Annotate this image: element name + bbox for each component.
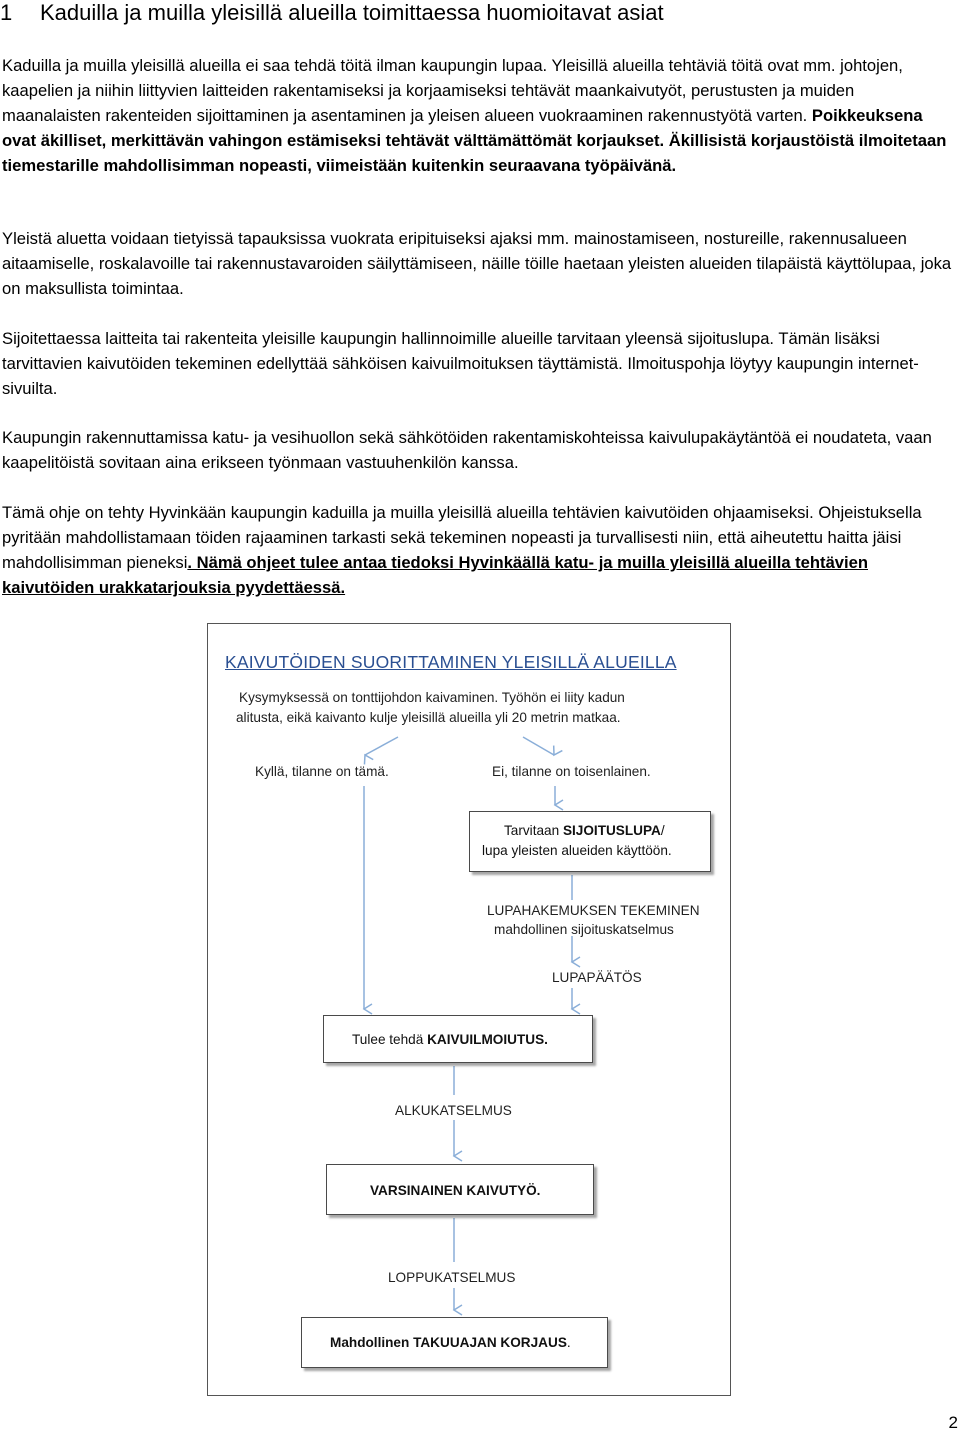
placement-text: Sijoitettaessa laitteita tai rakenteita yleisille kaupungin hallinnoimille alueille tarvitaan yleensä sijoituslupa. Tämän lisäksi tarvittavien kaivutöiden tekeminen edellyttää sähköisen kaivuilmoituksen täyttämistä. Ilmoituspohja löytyy kaupungin internet-sivuilta.	[2, 329, 919, 398]
paragraph-city-projects	[2, 425, 956, 475]
permit-box-suffix: /	[660, 823, 665, 838]
section-heading	[0, 0, 664, 26]
intro-line-1: Kysymyksessä on tonttijohdon kaivaminen. Työhön ei liity kadun	[239, 690, 625, 705]
work-box-text: VARSINAINEN KAIVUTYÖ.	[370, 1183, 541, 1198]
exception-text: Poikkeuksena ovat äkilliset, merkittävän vahingon estämiseksi tehtävät välttämättömät korjaukset. Äkillisistä korjaustöistä ilmoitetaan tiemestarille mahdollisimman nopeasti, viimeistään kuitenkin seuraavana työpäivänä.	[2, 106, 947, 175]
notice-box-bold: KAIVUILMOIUTUS.	[427, 1032, 548, 1047]
purpose-underlined-text: . Nämä ohjeet tulee antaa tiedoksi Hyvinkäällä katu- ja muilla yleisillä alueilla tehtävien kaivutöiden urakkatarjouksia pyydettäessä.	[2, 553, 869, 597]
notice-box	[323, 1015, 593, 1063]
work-box	[326, 1164, 594, 1215]
answer-yes: Kyllä, tilanne on tämä.	[255, 764, 389, 779]
notice-box-text	[352, 1030, 548, 1049]
paragraph-rental	[2, 226, 956, 301]
permits-text: Kaduilla ja muilla yleisillä alueilla ei saa tehdä töitä ilman kaupungin lupaa. Yleisillä alueilla tehtäviä töitä ovat mm. johtojen, kaapelien ja niihin liittyvien laitteiden rakentamiseksi ja korjaamiseksi tehtävät maankaivutyöt, perustusten ja muiden maanalaisten rakenteiden sijoittaminen ja asentaminen ja yleisen alueen vuokraaminen rakennustyötä varten.	[2, 56, 903, 125]
arrow-to-yes	[365, 737, 398, 755]
rental-text: Yleistä aluetta voidaan tietyissä tapauksissa vuokrata eripituiseksi ajaksi mm. mainostamiseen, nostureille, rakennusalueen aitaamiselle, roskalavoille tai rakennustavaroiden säilyttämiseen, näille töille haetaan yleisten alueiden tilapäistä käyttölupaa, joka on maksullista toimintaa.	[2, 229, 952, 298]
application-line-1: LUPAHAKEMUKSEN TEKEMINEN	[487, 903, 700, 918]
flowchart-figure	[207, 623, 731, 1396]
arrow-to-no	[523, 737, 554, 755]
warranty-box-text	[330, 1333, 571, 1352]
start-review: ALKUKATSELMUS	[395, 1103, 512, 1118]
notice-box-prefix: Tulee tehdä	[352, 1032, 428, 1047]
warranty-box	[301, 1317, 608, 1368]
warranty-box-suffix: .	[566, 1335, 571, 1350]
city-projects-text: Kaupungin rakennuttamissa katu- ja vesihuollon sekä sähkötöiden rakentamiskohteissa kaivulupakäytäntöä ei noudateta, vaan kaapelitöistä sovitaan aina erikseen työnmaan vastuuhenkilön kanssa.	[2, 428, 932, 472]
figure-title: KAIVUTÖIDEN SUORITTAMINEN YLEISILLÄ ALUEILLA	[225, 652, 677, 672]
permit-decision: LUPAPÄÄTÖS	[552, 970, 642, 985]
paragraph-permits	[2, 53, 956, 178]
permit-box-line-2: lupa yleisten alueiden käyttöön.	[482, 843, 672, 858]
section-title: Kaduilla ja muilla yleisillä alueilla toimittaessa huomioitavat asiat	[40, 0, 664, 25]
section-number: 1	[0, 0, 13, 25]
answer-no: Ei, tilanne on toisenlainen.	[492, 764, 651, 779]
purpose-text: Tämä ohje on tehty Hyvinkään kaupungin kaduilla ja muilla yleisillä alueilla tehtävien kaivutöiden ohjaamiseksi. Ohjeistuksella pyritään mahdollistamaan töiden rajaaminen tarkasti sekä tekeminen nopeasti ja turvallisesti niin, että aiheutettu haitta jäisi mahdollisimman pieneksi	[2, 503, 922, 572]
page-number: 2	[948, 1413, 958, 1432]
final-review: LOPPUKATSELMUS	[388, 1270, 516, 1285]
warranty-box-bold: Mahdollinen TAKUUAJAN KORJAUS	[330, 1335, 567, 1350]
paragraph-placement	[2, 326, 956, 401]
paragraph-purpose	[2, 500, 956, 600]
application-line-2: mahdollinen sijoituskatselmus	[494, 922, 674, 937]
permit-box-bold: SIJOITUSLUPA	[562, 823, 661, 838]
permit-box	[469, 811, 711, 872]
permit-box-prefix: Tarvitaan	[504, 823, 563, 838]
intro-line-2: alitusta, eikä kaivanto kulje yleisillä alueilla yli 20 metrin matkaa.	[236, 710, 621, 725]
permit-box-line-1	[504, 821, 665, 840]
